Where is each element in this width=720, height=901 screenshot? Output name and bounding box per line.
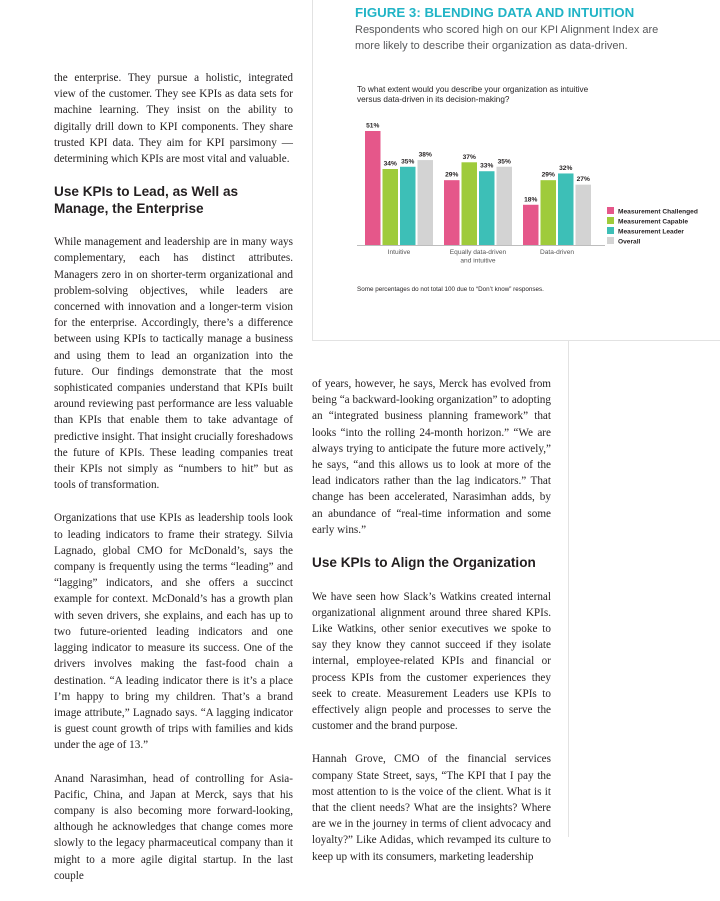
- body-paragraph: We have seen how Slack’s Watkins created internal organizational alignment around three shared KPIs. Like Watkins, other senior executives we spoke to say they know they cannot succeed if they isolate internal, employee-related KPIs and financial or process KPIs from the customer experiences they seek to create. Measurement Leaders use KPIs to effectively align people and processes to serve the customer and the brand purpose.: [312, 590, 551, 733]
- figure-title: FIGURE 3: BLENDING DATA AND INTUITION: [355, 5, 635, 20]
- body-paragraph: Hannah Grove, CMO of the financial services company State Street, says, “The KPI that I pay the most attention to is the voice of the client. What is it that the client needs? What are the insights? Where are we in the journey in terms of client advocacy and loyalty?” Like Adidas, which revamped its culture to keep up with its consumers, marketing leadership: [312, 753, 551, 863]
- data-label: 33%: [480, 162, 494, 170]
- category-label: Intuitive: [387, 249, 411, 256]
- data-label: 29%: [541, 171, 555, 179]
- bar: [444, 180, 460, 245]
- column-divider: [568, 340, 569, 837]
- section-heading: Use KPIs to Align the Organization: [312, 555, 536, 571]
- legend-label: Measurement Capable: [618, 218, 688, 226]
- legend-swatch: [607, 217, 614, 224]
- bar: [400, 167, 416, 245]
- data-label: 35%: [401, 158, 415, 166]
- data-label: 51%: [366, 122, 380, 130]
- body-paragraph: While management and leadership are in many ways complementary, each has distinct attributes. Managers zero in on shorter-term organizational and problem-solving objectives, while leaders are concerned with innovation and a longer-term vision for the enterprise. Accordingly, there’s a difference between using KPIs to tactically manage a business and using them to lead an organization into the future. Our findings demonstrate that the most sophisticated companies understand that KPIs built around reviewing past performance are less valuable than KPIs that enable them to take advantage of predictive insight. That insight crucially foreshadows the future of KPIs. These leading companies treat their KPIs not simply as “numbers to hit” but as tools of transformation.: [54, 236, 293, 492]
- section-heading: Use KPIs to Lead, as Well as Manage, the Enterprise: [54, 184, 239, 216]
- legend-label: Measurement Leader: [618, 228, 684, 236]
- data-label: 35%: [497, 158, 511, 166]
- bar: [576, 185, 592, 245]
- bar: [523, 205, 539, 245]
- figure-panel: [312, 0, 720, 341]
- data-label: 34%: [383, 160, 397, 168]
- category-label: Equally data-driven: [449, 249, 507, 256]
- data-label: 18%: [524, 196, 538, 204]
- legend-swatch: [607, 207, 614, 214]
- legend-label: Overall: [618, 238, 641, 246]
- bar: [558, 173, 574, 245]
- category-label: and intuitive: [460, 257, 496, 265]
- body-paragraph: the enterprise. They pursue a holistic, integrated view of the customer. They see KPIs as data sets for machine learning. They insist on the ability to digitally drill down to KPI components. They share trusted KPI data. They aim for KPI parsimony — determining which KPIs are most vital and valuable.: [54, 72, 293, 166]
- figure-subtitle: Respondents who scored high on our KPI Alignment Index are more likely to describe their organization as data-driven.: [355, 24, 659, 52]
- data-label: 29%: [445, 171, 459, 179]
- category-label: Data-driven: [539, 249, 575, 256]
- right-column: [312, 376, 551, 882]
- bar: [541, 180, 557, 245]
- data-label: 32%: [559, 164, 573, 172]
- data-label: 27%: [576, 176, 590, 184]
- bar: [497, 167, 513, 245]
- body-paragraph: Anand Narasimhan, head of controlling for Asia-Pacific, China, and Japan at Merck, says that his company is also becoming more forward-looking, although he acknowledges that change comes more slowly to the legacy pharmaceutical company than it might to a more agile digital startup. In the last couple: [54, 772, 293, 882]
- body-paragraph: of years, however, he says, Merck has evolved from being “a backward-looking organization” to adopting an “integrated business planning framework” that looks “into the rolling 24-month horizon.” “We are always trying to anticipate the future more actively,” he says, “and this allows us to look at more of the lead indicators rather than the lag indicators.” That change has been accelerated, Narasimhan adds, by an abundance of “real-time information and some early wins.”: [312, 378, 551, 536]
- data-label: 38%: [418, 151, 432, 159]
- bar: [365, 131, 381, 245]
- left-column: [54, 70, 293, 901]
- bar: [479, 171, 495, 245]
- chart-question: To what extent would you describe your organization as intuitive: [357, 85, 589, 94]
- chart-question: versus data-driven in its decision-making?: [357, 95, 510, 104]
- bar-chart: [313, 0, 720, 340]
- data-label: 37%: [462, 153, 476, 161]
- bar: [462, 162, 478, 245]
- body-paragraph: Organizations that use KPIs as leadership tools look to leading indicators to frame their strategy. Silvia Lagnado, global CMO for McDonald’s, says the company is frequently using the terms “leading” and “lagging” indicators, and she offers a succinct example for context. McDonald’s has a growth plan with seven drivers, she explains, and each has up to two future-oriented leading indicators and one lagging indicator to measure its success. One of the drivers involves making the fast-food chain a destination. “A leading indicator there is it’s a place I’m happy to bring my children. That’s a brand image attribute,” Lagnado says. “A lagging indicator is guest count growth of trips with families and kids under the age of 13.”: [54, 512, 293, 752]
- chart-footnote: Some percentages do not total 100 due to “Don’t know” responses.: [357, 286, 544, 293]
- legend-label: Measurement Challenged: [618, 208, 698, 216]
- bar: [383, 169, 399, 245]
- bar: [418, 160, 434, 245]
- legend-swatch: [607, 237, 614, 244]
- legend-swatch: [607, 227, 614, 234]
